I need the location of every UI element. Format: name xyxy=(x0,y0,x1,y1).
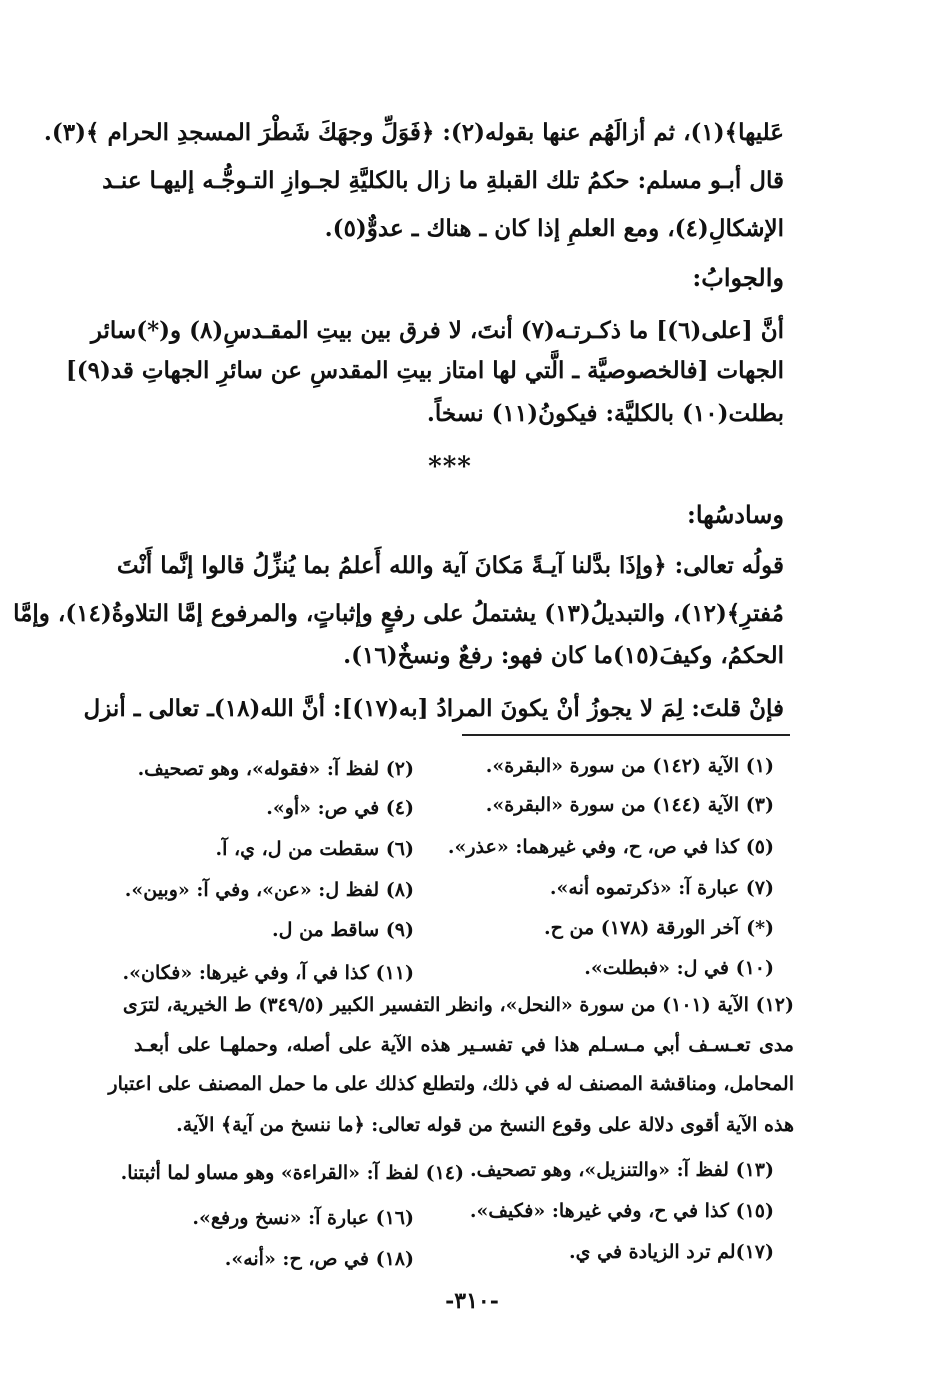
section-heading-sixth: وسادسُها: xyxy=(686,500,784,529)
footnote-13: (١٣) لفظ آ: «والتنزيل»، وهو تصحيف. xyxy=(469,1159,774,1181)
section-heading-answer: والجوابُ: xyxy=(692,263,784,292)
body-line-6: الجهات [فالخصوصيَّة ـ الَّتي لها امتاز بيتِ المقدسِ عن سائرِ الجهاتِ قد(٩)] xyxy=(65,357,784,384)
body-line-2: قال أبـو مسلم: حكمُ تلك القبلةِ ما زال بالكليَّةِ لجـوازِ التـوجُّـه إليهـا عنـد xyxy=(102,167,784,194)
footnote-3: (٣) الآية (١٤٤) من سورة «البقرة». xyxy=(485,794,774,816)
footnote-10: (١٠) في ل: «فبطلت». xyxy=(584,957,774,979)
body-line-3: الإشكالِ(٤)، ومع العلمِ إذا كان ـ هناك ـ عدوٌّ(٥). xyxy=(324,215,784,242)
footnote-14: (١٤) لفظ آ: «القراءة» وهو مساو لما أثبتنا. xyxy=(120,1162,464,1184)
footnote-7: (٧) عبارة آ: «ذكرتموه أنه». xyxy=(549,877,774,899)
footnote-12-line-3: المحامل، ومناقشة المصنف له في ذلك، ولتطلع كذلك على ما حمل المصنف على اعتبار xyxy=(108,1073,794,1095)
body-line-1: عَليها﴾(١)، ثم أزالَهُم عنها بقوله(٢): ﴿فَوَلِّ وجهَكَ شَطْرَ المسجدِ الحرام ﴾(٣). xyxy=(43,119,784,146)
page-number: -٣١٠- xyxy=(445,1288,499,1314)
body-line-5: أنَّ [على(٦)] ما ذكـرتـه(٧) أنتَ، لا فرق بين بيتِ المقـدسِ(٨) و(*)سائر xyxy=(90,317,784,344)
footnote-15: (١٥) كذا في ح، وفي غيرها: «فكيف». xyxy=(469,1200,774,1222)
footnote-6: (٦) سقطت من ل، ي، آ. xyxy=(215,838,414,860)
footnote-18: (١٨) في ص، ح: «أنه». xyxy=(224,1248,414,1270)
footnote-16: (١٦) عبارة آ: «نسخ ورفع». xyxy=(192,1207,414,1229)
footnote-5: (٥) كذا في ص، ح، وفي غيرهما: «عذر». xyxy=(447,836,774,858)
footnote-1: (١) الآية (١٤٢) من سورة «البقرة». xyxy=(485,755,774,777)
section-separator: *** xyxy=(428,452,472,482)
footnote-divider xyxy=(462,734,790,736)
footnote-12-line-1: (١٢) الآية (١٠١) من سورة «النحل»، وانظر التفسير الكبير (٣٤٩/٥) ط الخيرية، لترَى xyxy=(122,994,794,1016)
footnote-12-line-4: هذه الآية أقوى دلالة على وقوع النسخ من قوله تعالى: ﴿ما ننسخ من آية﴾ الآية. xyxy=(176,1114,794,1136)
footnote-8: (٨) لفظ ل: «عن»، وفي آ: «وبين». xyxy=(124,879,414,901)
body-line-11: مُفترِ﴾(١٢)، والتبديلُ(١٣) يشتملُ على رفعٍ وإثباتٍ، والمرفوع إمَّا التلاوةُ(١٤)، وإمَّا xyxy=(13,600,784,627)
body-line-13: فإنْ قلتَ: لِمَ لا يجوزُ أنْ يكونَ المرادُ [به(١٧)]: أنَّ الله(١٨)ـ تعالى ـ أنزل xyxy=(83,695,784,722)
footnote-11: (١١) كذا في آ، وفي غيرها: «فكان». xyxy=(122,962,414,984)
footnote-12-line-2: مدى تعـسـف أبي مـسـلم هذا في تفسـير هذه الآية على أصله، وحملهـا على أبعـد xyxy=(134,1034,794,1056)
footnote-4: (٤) في ص: «أو». xyxy=(266,797,414,819)
footnote-2: (٢) لفظ آ: «فقوله»، وهو تصحيف. xyxy=(137,758,414,780)
footnote-star: (*) آخر الورقة (١٧٨) من ح. xyxy=(544,917,774,939)
body-line-7: بطلت(١٠) بالكليَّة: فيكونُ(١١) نسخاً. xyxy=(426,400,784,427)
footnote-17: (١٧)لم ترد الزيادة في ي. xyxy=(569,1241,774,1263)
body-line-12: الحكمُ، وكيفَ(١٥)ما كان فهو: رفعٌ ونسخٌ(١٦). xyxy=(343,642,784,669)
footnote-9: (٩) ساقط من ل. xyxy=(272,919,414,941)
body-line-10: قولُه تعالى: ﴿وإذَا بدَّلنا آيـةً مَكانَ آية والله أَعلمُ بما يُنزِّلُ قالوا إنَّما أَنْتَ xyxy=(116,552,784,579)
